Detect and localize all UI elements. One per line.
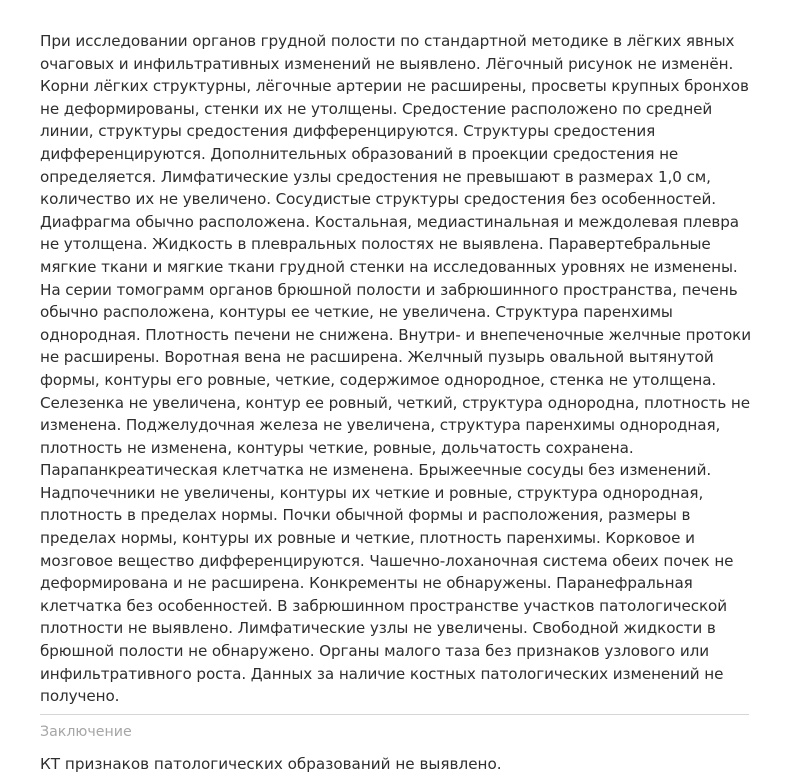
report	[40, 30, 754, 775]
conclusion-text: КТ признаков патологических образований не выявлено.	[40, 754, 502, 773]
conclusion-label: Заключение	[40, 723, 132, 740]
findings-text: При исследовании органов грудной полости по стандартной методике в лёгких явных очаговых и инфильтративных изменений не выявлено. Лёгочный рисунок не изменён. Корни лёгких структурны, лёгочные артерии не расширены, просветы крупных бронхов не деформированы, стенки их не утолщены. Средостение расположено по средней линии, структуры средостения дифференцируются. Структуры средостения дифференцируются. Дополнительных образований в проекции средостения не определяется. Лимфатические узлы средостения не превышают в размерах 1,0 см, количество их не увеличено. Сосудистые структуры средостения без особенностей. Диафрагма обычно расположена. Костальная, медиастинальная и междолевая плевра не утолщена. Жидкость в плевральных полостях не выявлена. Паравертебральные мягкие ткани и мягкие ткани грудной стенки на исследованных уровнях не изменены. На серии томограмм органов брюшной полости и забрюшинного пространства, печень обычно расположена, контуры ее четкие, не увеличена. Структура паренхимы однородная. Плотность печени не снижена. Внутри- и внепеченочные желчные протоки не расширены. Воротная вена не расширена. Желчный пузырь овальной вытянутой формы, контуры его ровные, четкие, содержимое однородное, стенка не утолщена. Селезенка не увеличена, контур ее ровный, четкий, структура однородна, плотность не изменена. Поджелудочная железа не увеличена, структура паренхимы однородная, плотность не изменена, контуры четкие, ровные, дольчатость сохранена. Парапанкреатическая клетчатка не изменена. Брыжеечные сосуды без изменений. Надпочечники не увеличены, контуры их четкие и ровные, структура однородная, плотность в пределах нормы. Почки обычной формы и расположения, размеры в пределах нормы, контуры их ровные и четкие, плотность паренхимы. Корковое и мозговое вещество дифференцируются. Чашечно-лоханочная система обеих почек не деформирована и не расширена. Конкременты не обнаружены. Паранефральная клетчатка без особенностей. В забрюшинном пространстве участков патологической плотности не выявлено. Лимфатические узлы не увеличены. Свободной жидкости в брюшной полости не обнаружено. Органы малого таза без признаков узлового или инфильтративного роста. Данных за наличие костных патологических изменений не получено.	[40, 32, 751, 706]
divider	[40, 714, 749, 715]
